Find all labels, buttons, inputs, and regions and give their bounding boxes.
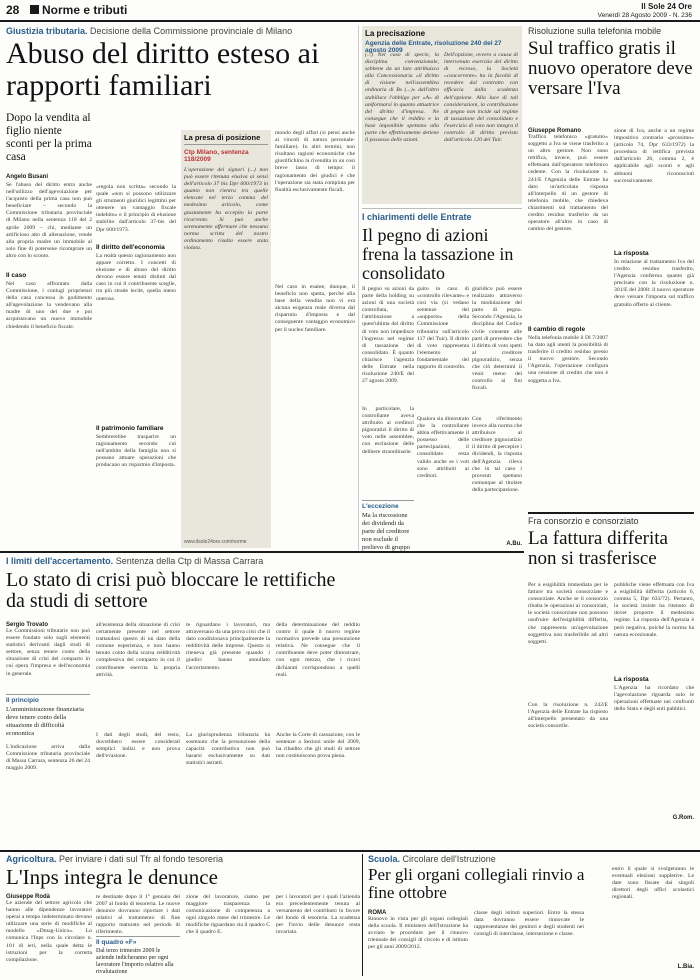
article4-col2 xyxy=(96,622,180,822)
article3-headline: Il pegno di azioni frena la tassazione in consolidato xyxy=(362,225,514,283)
page-header xyxy=(0,0,700,22)
article4-col2-text-b: I dati degli studi, del resto, dovrebbero essere considerati semplici indizi e non prova dell'evasione. xyxy=(96,732,180,760)
article4-col3-text: te riguardano i lavoratori, ma attraversano da una prova crisi che il dato condizionava principalmente la redditività delle imprese. Questo si riteneva già presente quando i giudici hanno annullato l'accertamento. xyxy=(186,622,270,671)
article6-sidebar xyxy=(96,936,180,976)
article5-headline: La fattura differita non si trasferisce xyxy=(528,528,668,569)
article6-kicker-text: Per inviare i dati sul Tfr al fondo tesoreria xyxy=(59,854,223,864)
issue-date: Venerdì 28 Agosto 2009 - N. 236 xyxy=(597,12,692,19)
article6-kicker xyxy=(6,854,406,864)
article4-kicker-text: Sentenza della Ctp di Massa Carrara xyxy=(115,556,264,566)
article1-col2-text-c: Sembrerebbe trasparire un ragionamento secondo cui nell'ambito della famiglia non si possano attuare operazioni che producano un risparmio d'imposta. xyxy=(96,434,176,469)
article7-col2 xyxy=(474,910,584,974)
precisazione-label: La precisazione xyxy=(365,29,426,38)
article3-col2 xyxy=(417,286,469,546)
web-link[interactable]: www.ilsole24ore.com/norme xyxy=(184,539,247,545)
article6-col4 xyxy=(276,894,360,974)
article5 xyxy=(528,516,694,569)
article6-col3 xyxy=(186,894,270,974)
article1-col2 xyxy=(96,184,176,570)
masthead xyxy=(598,2,692,20)
article3-col2-text-b: Qualora sia dimostrato che la controllante abbia effettivamente il possesso delle partecipazioni, il consolidato resta valido anche se i voti sono attribuiti ai creditori. xyxy=(417,416,469,479)
article1-author: Angelo Busani xyxy=(6,174,49,180)
article3-sidebar-label: L'eccezione xyxy=(362,503,399,510)
bottom-rule xyxy=(0,850,700,852)
article4-sidebar-label: Il principio xyxy=(6,697,39,704)
article2-col2-subhead: La risposta xyxy=(614,250,649,257)
precisazione-col1: (...) Nel caso di specie, la disciplina convenzionale, sebbene da un lato attribuisca alla Concessionaria «il diritto di visione nell'assemblea ordinaria di Bs (...)» dall'altro stabilisce l'obbligo per «A» di uniformarsi in quanto attuatrice del diritto d'impresa. Ne consegue che il reddito e la base imponibile spettano alla parte che effettivamente detiene il possesso delle azioni. xyxy=(365,52,439,144)
article1-col2-subhead: Il diritto dell'economia xyxy=(96,244,165,251)
article5-col1 xyxy=(528,582,608,822)
page-number: 28 xyxy=(6,3,20,17)
article3-sidebar xyxy=(362,500,414,552)
article2-col1-text: Traffico telefonico «gratuito» soggetto a Iva se viene trasferito a un altro gestore. Non sono rettifica, invece, può essere effettuata dall'operatore telefonico cedente. Con la risoluzione n. 241/E l'Agenzia delle Entrate ha dato un'articolata risposta all'interpello di un gestore di telefonia mobile, che chiedeva chiarimenti sul trattamento del credito residuo trasferito da un operatore all'altro in caso di cambio del gestore. xyxy=(528,134,608,233)
article3-col2-text: guito in caso di «controllo rilevante» e così via (si vedano sentenze del «supporto» della Commissione tributaria sull'articolo 117 del Tuir). Il diritto di voto rappresenta l'elemento fondamentale del rapporto di controllo. xyxy=(417,286,469,371)
article3-col3 xyxy=(472,286,522,547)
article2 xyxy=(528,26,694,99)
article7-col2-text: classe degli istituti superiori. Entro la stessa data dovranno essere rinnovate le rappresentanze dei genitori e degli studenti nei consigli di interclasse, intersezione e classe. xyxy=(474,910,584,938)
article3-sidebar-text: Ma la riscossione dei dividendi da parte del creditore non esclude il prelievo di gruppo xyxy=(362,512,411,551)
article4-sidebar xyxy=(6,694,90,738)
article7-col1 xyxy=(368,910,468,974)
article2-author: Giuseppe Romano xyxy=(528,128,582,134)
article6-col2 xyxy=(96,894,180,976)
article3-col1-text-b: In particolare, la controllante aveva attribuito ai creditori pignoratizi il diritto di voto nelle assemblee, con esclusione delle delibere straordinarie. xyxy=(362,406,414,455)
article3-kicker: I chiarimenti delle Entrate xyxy=(362,212,472,222)
article4-col1-text: Le Commissioni tributarie non può essere fondato solo sugli elementi statistici derivanti dagli studi di settore, senza tenere conto della situazione di crisi del comparto in cui opera l'impresa e dell'economia in generale. xyxy=(6,628,90,677)
article2-col1-text-b: Nella telefonia mobile il Dl 7/2007 ha dato agli utenti la possibilità di trasferire il credito residuo presso il nuovo gestore. Secondo l'Agenzia, l'operazione configura una cessione di credito che non è soggetta a Iva. xyxy=(528,335,608,384)
bottom-column-divider xyxy=(362,854,363,976)
article1-headline: Abuso del diritto esteso ai rapporti familiari xyxy=(6,37,320,102)
article5-byline: G.Rom. xyxy=(672,815,694,821)
article6-col3-text: zione del lavoratore, siamo per maggiore trasparenza la comunicazione di competenza a ogni singolo mese del trimestre. Le modifiche riguardano sia il quadro C che il quadro E. xyxy=(186,894,270,936)
article2-kicker: Risoluzione sulla telefonia mobile xyxy=(528,26,662,36)
article2-col1-subhead: Il cambio di regole xyxy=(528,326,586,333)
article4-col2-text: all'esistenza della situazione di crisi certamente presente nel settore trattandosi questo di un dato della comune esperienza, e non hanno tenuto conto della scarsa redditività complessiva del comparto in cui il contribuente esercita la propria attività. xyxy=(96,622,180,678)
article3-col3-text: giuridico può essere realizzato attraverso la modulazione del patto di pegno. Secondo l'Agenzia, la disciplina del Codice civile consente alle parti di prevedere che il diritto di voto spetti al creditore pignoratizio, senza che ciò determini il venir meno del controllo ai fini fiscali. xyxy=(472,286,522,392)
article1-col1-text-b: Nel caso affrontato dalla Commissione, i coniugi proprietari della casa concessa in godimento all'agevolazione la vendevano alla madre di uno dei due e poi acquistavano un nuovo immobile chiedendo il beneficio fiscale. xyxy=(6,281,92,330)
article3-col1-text: Il pegno su azioni da parte della holding su azioni di una società controllata, l'attribuzione a quest'ultima del diritto di voto non impedisce l'ingresso nel regime di tassazione del consolidato. È quanto chiarisce l'agenzia delle Entrate nella risoluzione 240/E del 27 agosto 2009. xyxy=(362,286,414,385)
article4-col3-text-b: La giurisprudenza tributaria ha sostenuto che la presunzione della capacità contributiva non può basarsi esclusivamente su dati statistici astratti. xyxy=(186,732,270,767)
article2-headline: Sul traffico gratis il nuovo operatore deve versare l'Iva xyxy=(528,38,693,99)
article1-kicker xyxy=(6,26,356,36)
section-marker xyxy=(30,5,39,14)
article4-col4 xyxy=(276,622,360,822)
article4-author: Sergio Trovato xyxy=(6,622,49,628)
article3 xyxy=(362,212,522,283)
article7-kicker xyxy=(368,854,694,864)
section-rule xyxy=(0,551,524,553)
article4-col3 xyxy=(186,622,270,822)
article4-col1-text-b: L'indicazione arriva dalla Commissione tributaria provinciale di Massa Carrara, sentenza 26 del 24 maggio 2009. xyxy=(6,744,90,772)
article4-col4-text-b: Anche la Corte di cassazione, con le sentenze a Sezioni unite del 2009, ha ribadito che gli studi di settore non costituiscono prova piena. xyxy=(276,732,360,760)
article5-col2-subhead: La risposta xyxy=(614,676,649,683)
article2-col2-text-b: In relazione al trattamento Iva del credito residuo trasferito, l'Agenzia conferma quanto già precisato con la risoluzione n. 301/E del 2008: il nuovo operatore deve versare l'imposta sul traffico gratuito offerto al cliente. xyxy=(614,259,694,308)
article6-sidebar-label: Il quadro «F» xyxy=(96,939,137,946)
article6-col2-text: te destinate dopo il 1° gennaio del 2007 al fondo di tesoreria. Le nuove denunce dovranno riportare i dati relativi al trattamento di fine rapporto maturato nel periodo di riferimento. xyxy=(96,894,180,936)
article6-sidebar-text: Dal terzo trimestre 2009 le aziende indicheranno per ogni lavoratore l'importo relativo alla rivalutazione xyxy=(96,948,174,975)
article2-col2 xyxy=(614,128,694,499)
article6-headline: L'Inps integra le denunce xyxy=(6,865,218,889)
article6-kicker-label: Agricoltura. xyxy=(6,854,57,864)
article1-col1-subhead: Il caso xyxy=(6,272,27,279)
article7-kicker-label: Scuola. xyxy=(368,854,401,864)
article4-kicker-label: I limiti dell'accertamento. xyxy=(6,556,114,566)
article6-col1-text: Le aziende del settore agricolo che hanno alle dipendenze lavoratori operai a tempo indeterminato devono utilizzare una serie di modifiche al modello «Dmag-Unico». Lo comunica l'Inps con la circolare n. 101 di ieri, nella quale detta le istruzioni per la corretta compilazione. xyxy=(6,900,92,963)
article1-col4-text: mondo degli affari (si pensi anche ai vincoli di natura personale-familiare). In altri termini, non risultano ragioni economiche che giustifichino la rivendita in un così breve lasso di tempo: il ragionamento dei giudici è che l'operazione sia stata compiuta per finalità esclusivamente fiscali. xyxy=(275,130,355,193)
article7-col1-text: Rinnovo in vista per gli organi collegiali della scuola. Il ministero dell'Istruzione ha avviato le procedure per il rinnovo triennale dei consigli di circolo e di istituto per gli anni 2009/2012. xyxy=(368,916,468,951)
article1-quote-text: L'operazione dei signori (...) non può essere ritenuta elusiva ai sensi dell'articolo 37 bis Dpr 600/1973 in quanto non rientra tra quelle elencate nel terzo comma del medesimo articolo, come giustamente ha eccepito la parte ricorrente. Si può anche serenamente affermare che nessuna norma scritta del nostro ordinamento risulta essere stata violata. xyxy=(184,167,268,252)
article2-col2-text: zione di Iva, anche a un regime impositivo contrario «prossimo» (articolo 74, Dpr 633/1972) la procedura di rettifica prevista dall'articolo 26, comma 2, è applicabile agli sconti e agli abbuoni riconosciuti successivamente. xyxy=(614,128,694,184)
article4-headline: Lo stato di crisi può bloccare le rettifiche da studi di settore xyxy=(6,569,336,612)
article3-col3-text-b: Con riferimento invece alla norma che attribuisce al creditore pignoratizio il diritto di percepire i dividendi, la risposta dell'Agenzia rileva che in tal caso i proventi spettano comunque al titolare della partecipazione. xyxy=(472,416,522,493)
precisazione-title: Agenzia delle Entrate, risoluzione 240 del 27 agosto 2009 xyxy=(365,40,502,54)
article3-byline: A.Bu. xyxy=(506,541,522,547)
article1-lead-column xyxy=(6,112,92,561)
article5-col2-text: pubbliche viene effettuata con Iva a esigibilità differita (articolo 6, comma 5, Dpr 633/72). Pertanto, la società insiste ha ritenuto di dover proporre il medesimo regime. La risposta dell'Agenzia è però negativa, poiché la norma ha natura eccezionale. xyxy=(614,582,694,638)
article7-byline: L.Bia. xyxy=(677,964,694,970)
header-rule xyxy=(0,20,700,22)
article3-rule xyxy=(362,208,522,209)
article1-quote-source: Ctp Milano, sentenza 118/2009 xyxy=(184,149,249,163)
article4-col4-text: della determinazione del reddito contro il quale il nuovo regime normativo prevede una presunzione relativa. Ne consegue che il contribuente deve poter dimostrare, con ogni mezzo, che i ricavi dichiarati corrispondono a quelli reali. xyxy=(276,622,360,678)
article1-quote-label: La presa di posizione xyxy=(184,133,268,145)
article4-kicker xyxy=(6,556,356,566)
article7-col3-text: entro il quale si svolgeranno le eventuali elezioni suppletive. Le date sono fissate dai singoli direttori degli uffici scolastici regionali. xyxy=(612,866,694,901)
article1-quote-box xyxy=(181,130,271,548)
article6-author: Giuseppe Rodà xyxy=(6,894,51,900)
article5-col2 xyxy=(614,582,694,821)
precisazione-box xyxy=(362,26,522,204)
section-title: Norme e tributi xyxy=(42,3,128,17)
article7-headline: Per gli organi collegiali rinvio a fine ottobre xyxy=(368,865,585,902)
article1-kicker-text: Decisione della Commissione provinciale di Milano xyxy=(90,26,293,36)
article5-col1-text: Per a esigibilità immediata per le fatture tra società consorziate e consorziate. Anche se il consorzio ribalta le operazioni ai consorziati, le società consorziate non possono usufruire dell'esigibilità differita, che rappresenta un'agevolazione soggettiva non trasferibile ad altri soggetti. xyxy=(528,582,608,645)
article2-col1 xyxy=(528,128,608,495)
article1-col1-text: Se l'abuso del diritto entra anche nell'utilizzo dell'agevolazione per l'acquisto della prima casa non può beneficiare – secondo la Commissione tributaria provinciale di Milano nella sentenza 118 del 2 aprile 2009 – chi, mediante un artificioso atto di alienazione, vende alla propria madre un immobile al solo fine di potersene ricomprare un altro con lo sconto. xyxy=(6,182,92,259)
precisazione-col2: Dell'opzione, ovvero a causa di intervenuto esercizio del diritto di recesso, la Società «concorrente» ha la facoltà di recedere dal contratto con efficacia dalla scadenza dell'opzione. Alla luce di tali considerazioni, la contribuzione di pegno non incide sul regime di tassazione del consolidato e l'esercizio di voto non integra il controllo di diritto previsto dall'articolo 120 del Tuir. xyxy=(444,52,518,144)
masthead-title: Il Sole 24 Ore xyxy=(641,2,692,11)
article3-col1 xyxy=(362,286,414,552)
article4-col1 xyxy=(6,622,90,814)
article5-col2-text-b: L'Agenzia ha ricordato che l'agevolazione riguarda solo le operazioni effettuate nei confronti dello Stato e degli enti pubblici. xyxy=(614,685,694,713)
column-divider xyxy=(358,26,359,550)
article5-kicker: Fra consorzio e consorziato xyxy=(528,516,639,526)
article5-col1-text-b: Con la risoluzione n. 242/E l'Agenzia delle Entrate ha risposto all'interpello presentato da una società consortile. xyxy=(528,702,608,730)
article4-sidebar-text: L'amministrazione finanziaria deve tenere conto della situazione di difficoltà economica xyxy=(6,706,84,737)
article1-col4 xyxy=(275,130,355,544)
article6-col4-text: per i lavoratori per i quali l'azienda era precedentemente tenuta al versamento del contributo in favore del fondo di tesoreria. La scadenza per l'invio delle denunce resta invariata. xyxy=(276,894,360,936)
article7-kicker-text: Circolare dell'Istruzione xyxy=(402,854,496,864)
article7-col3 xyxy=(612,866,694,970)
article1-col2-subhead-2: Il patrimonio familiare xyxy=(96,425,164,432)
article1-col2-text: «regola non scritta» secondo la quale «non si possono utilizzare gli strumenti giuridici legittimi per ottenere un vantaggio fiscale indebito» e il principio di elusione stabilito dall'articolo 37-bis del Dpr 600/1973. xyxy=(96,184,176,233)
article5-rule xyxy=(528,512,694,514)
article6-col1 xyxy=(6,894,92,976)
article1-deck: Dopo la vendita al figlio niente sconti per la prima casa xyxy=(6,112,92,163)
article1-col2-text-b: La realtà questo ragionamento non appare corretto. I concetti di elusione e di abuso del diritto devono essere tenuti distinti dal caso in cui il contribuente sceglie, tra più strade lecite, quella meno onerosa. xyxy=(96,253,176,302)
article1-col4-text-b: Nel caso in esame, dunque, il beneficio non spetta, perché alla base della vendita non vi era alcuna esigenza reale diversa dal risparmio d'imposta e dal conseguente vantaggio economico per il nucleo familiare. xyxy=(275,284,355,333)
article7-city: ROMA xyxy=(368,910,387,916)
article1-kicker-label: Giustizia tributaria. xyxy=(6,26,88,36)
